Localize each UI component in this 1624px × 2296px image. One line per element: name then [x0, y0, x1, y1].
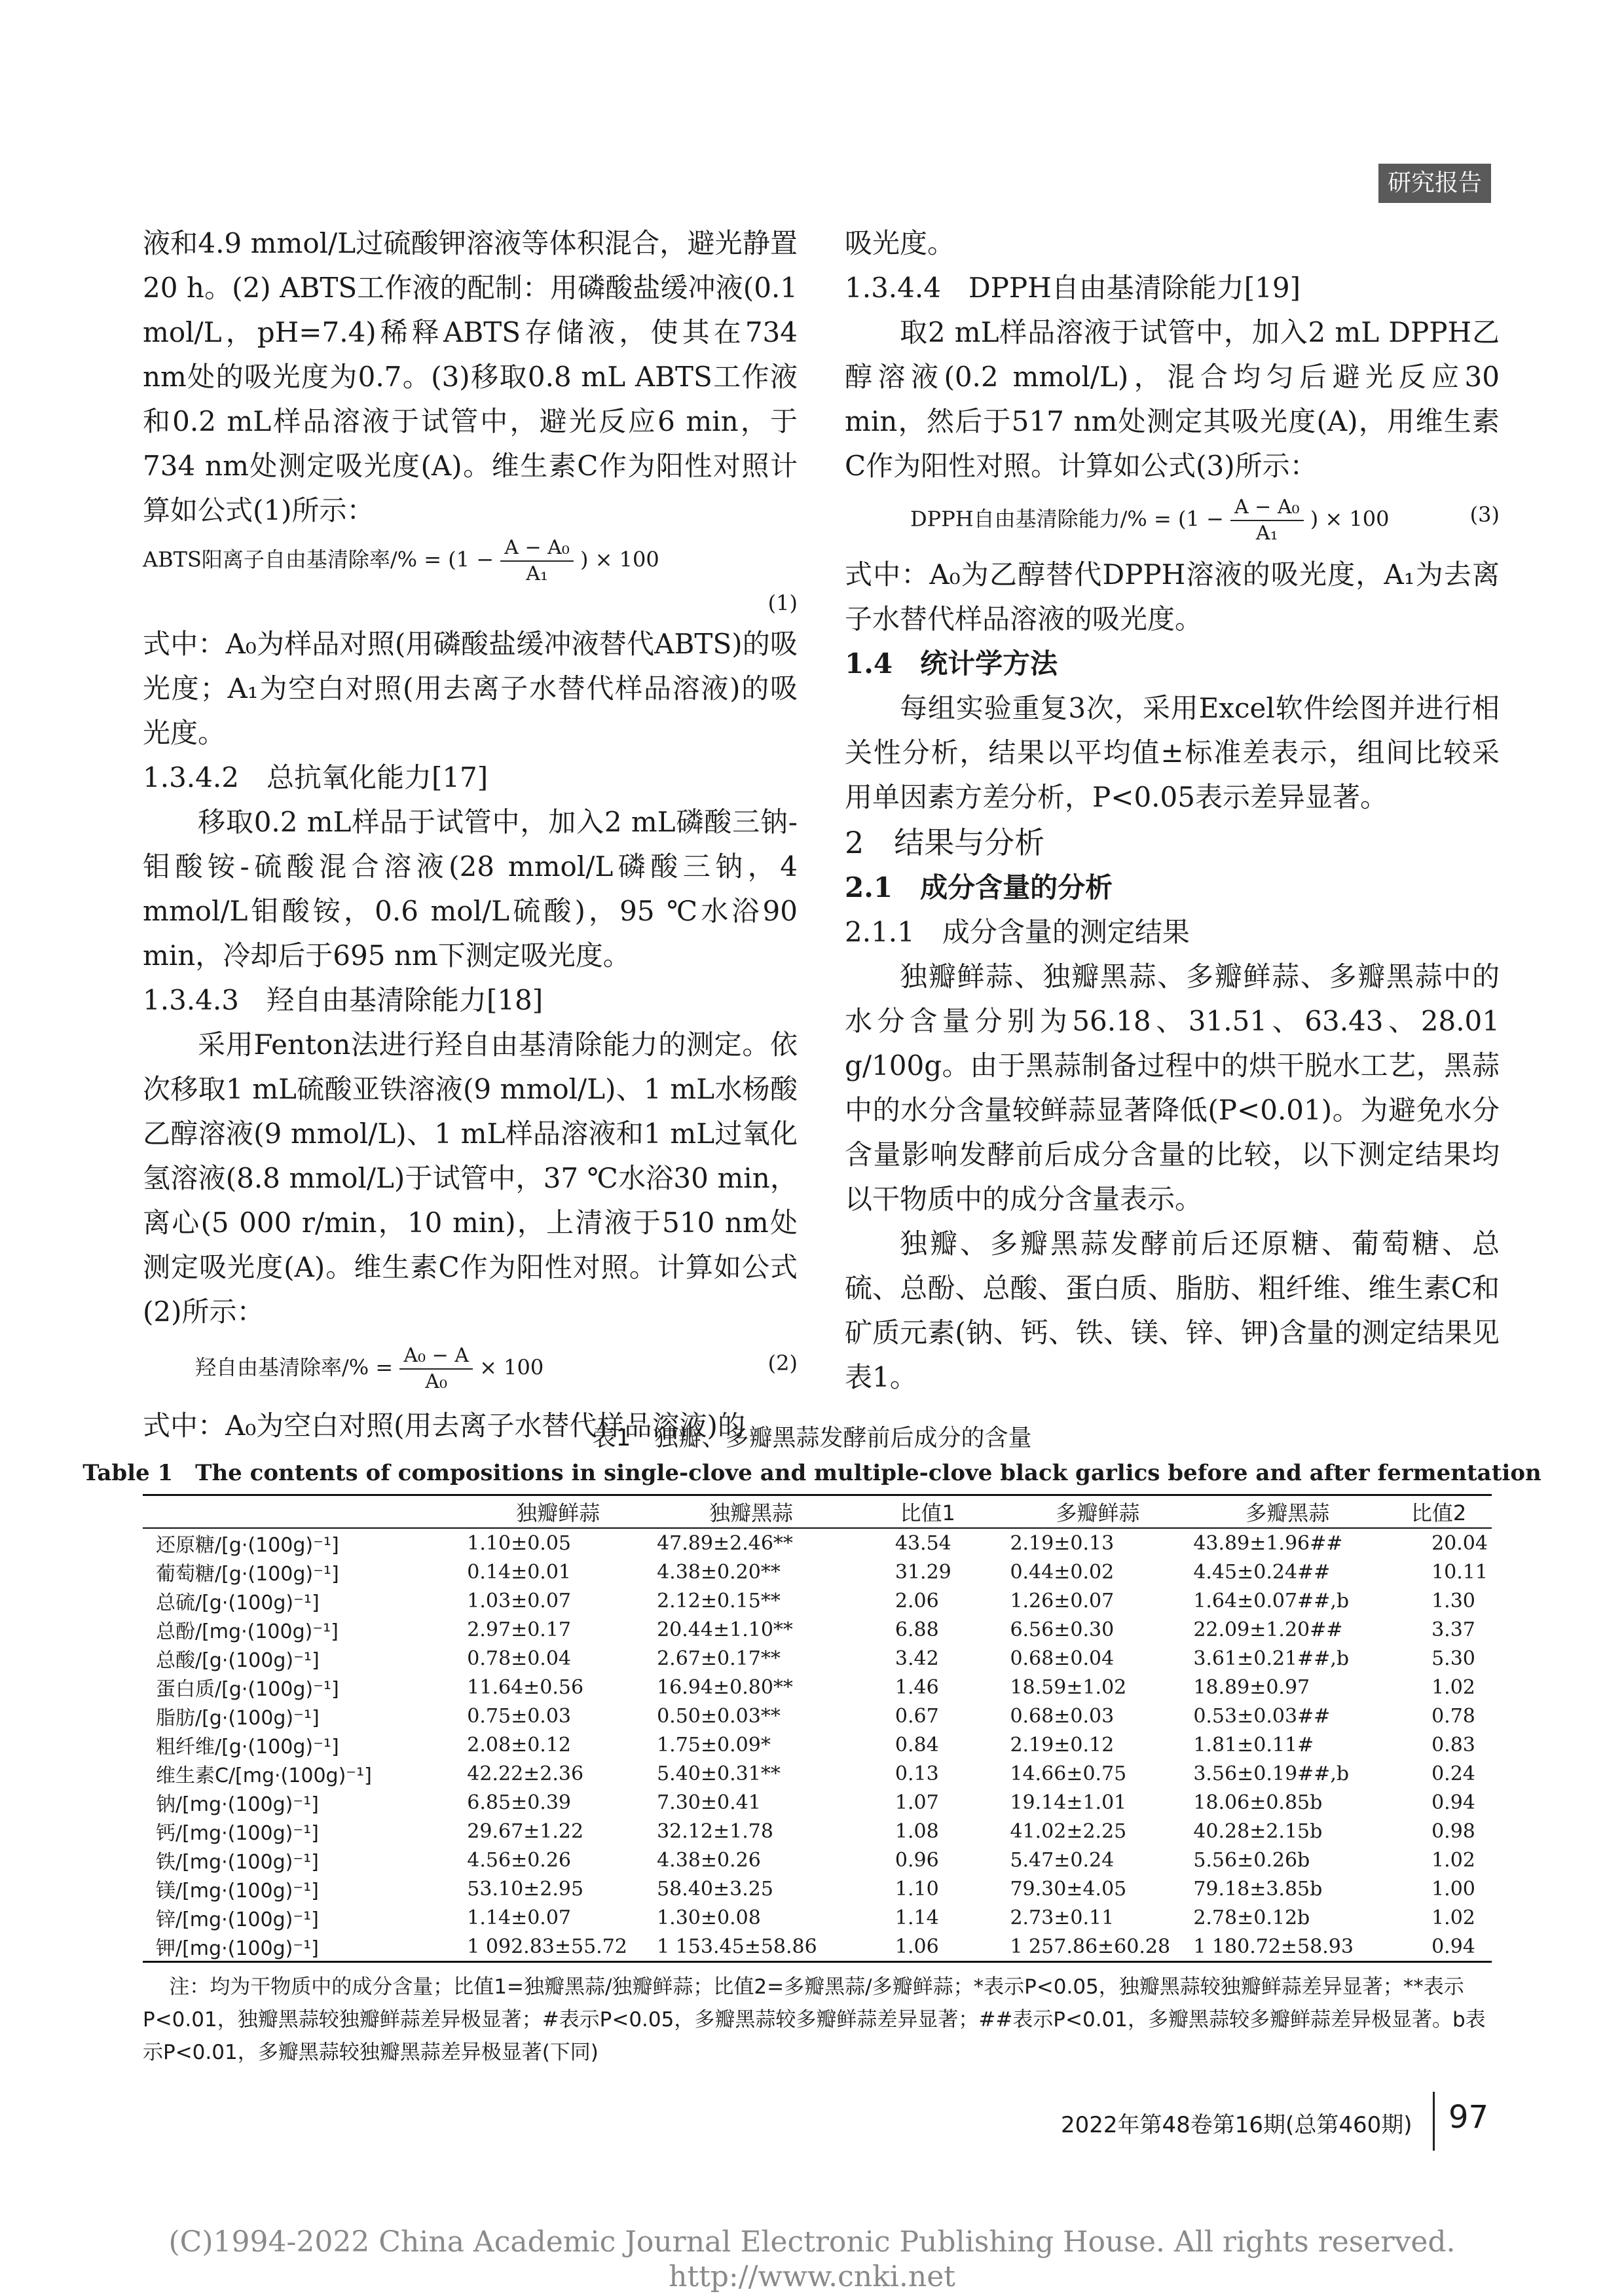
table-cell: 11.64±0.56: [467, 1675, 584, 1699]
table-cell: 2.12±0.15**: [657, 1589, 781, 1613]
table-row: [143, 1903, 1492, 1932]
table-cell: 18.06±0.85b: [1193, 1791, 1323, 1814]
table-row: [143, 1673, 1492, 1702]
table-cell: 4.38±0.26: [657, 1848, 761, 1872]
journal-issue: 2022年第48卷第16期(总第460期): [1061, 2112, 1412, 2138]
table-cell: 0.13: [895, 1762, 939, 1785]
table-cell: 43.89±1.96##: [1193, 1531, 1343, 1555]
table-cell: 0.53±0.03##: [1193, 1704, 1331, 1728]
table-row: [143, 1932, 1492, 1962]
subsection-heading: 2.1.1 成分含量的测定结果: [845, 916, 1190, 948]
table-cell: 5.47±0.24: [1010, 1848, 1115, 1872]
table-cell: 7.30±0.41: [657, 1791, 761, 1814]
table-cell: 14.66±0.75: [1010, 1762, 1127, 1785]
table-cell: 0.68±0.03: [1010, 1704, 1115, 1728]
row-label: 钙/[mg·(100g)⁻¹]: [156, 1822, 319, 1845]
table-cell: 1.64±0.07##,b: [1193, 1589, 1350, 1613]
row-label: 脂肪/[g·(100g)⁻¹]: [156, 1707, 320, 1730]
equation-number: (2): [767, 1351, 798, 1376]
table-cell: 20.04: [1431, 1531, 1488, 1555]
table-cell: 3.56±0.19##,b: [1193, 1762, 1350, 1785]
equation-number: (3): [1469, 502, 1500, 527]
table-cell: 1.02: [1431, 1675, 1475, 1699]
table-cell: 32.12±1.78: [657, 1819, 773, 1843]
row-label: 锌/[mg·(100g)⁻¹]: [156, 1908, 319, 1931]
table-cell: 22.09±1.20##: [1193, 1618, 1343, 1641]
column-header: 比值1: [900, 1501, 955, 1525]
table-cell: 1.46: [895, 1675, 939, 1699]
table-cell: 1.14±0.07: [467, 1906, 572, 1929]
page-number: 97: [1449, 2099, 1489, 2136]
table-row: [143, 1759, 1492, 1788]
column-header: [143, 1495, 463, 1529]
table-cell: 1.30: [1431, 1589, 1475, 1613]
table-cell: 2.67±0.17**: [657, 1647, 781, 1670]
table-cell: 2.73±0.11: [1010, 1906, 1115, 1929]
left-column: [143, 221, 798, 1448]
table-cell: 0.94: [1431, 1935, 1475, 1958]
row-label: 钾/[mg·(100g)⁻¹]: [156, 1937, 319, 1960]
table-cell: 1.14: [895, 1906, 939, 1929]
table-cell: 4.56±0.26: [467, 1848, 572, 1872]
column-header: 多瓣黑蒜: [1246, 1501, 1330, 1525]
table-cell: 1.30±0.08: [657, 1906, 761, 1929]
row-label: 钠/[mg·(100g)⁻¹]: [156, 1793, 319, 1816]
table-cell: 3.37: [1431, 1618, 1475, 1641]
table-cell: 2.97±0.17: [467, 1618, 572, 1641]
table-cell: 5.30: [1431, 1647, 1475, 1670]
table-cell: 6.85±0.39: [467, 1791, 572, 1814]
table-cell: 4.38±0.20**: [657, 1560, 781, 1584]
table-cell: 0.84: [895, 1733, 939, 1757]
table-row: [143, 1528, 1492, 1558]
table-cell: 3.61±0.21##,b: [1193, 1647, 1350, 1670]
table-cell: 5.56±0.26b: [1193, 1848, 1310, 1872]
table-cell: 1 153.45±58.86: [657, 1935, 817, 1958]
formula-3: DPPH自由基清除能力/% = (1 − $\frac{\text{A − A₀}}{\text{A₁}}$ ) × 100 (3): [910, 496, 1500, 545]
formula-2: 羟自由基清除率/% = $\frac{\text{A₀ − A}}{\text{A₀}}$ × 100 (2): [195, 1344, 798, 1393]
table-cell: 1.81±0.11#: [1193, 1733, 1314, 1757]
row-label: 维生素C/[mg·(100g)⁻¹]: [156, 1764, 372, 1787]
table-header-row: [143, 1495, 1492, 1529]
table-cell: 2.19±0.12: [1010, 1733, 1115, 1757]
table-cell: 1.07: [895, 1791, 939, 1814]
row-label: 镁/[mg·(100g)⁻¹]: [156, 1880, 319, 1903]
table-row: [143, 1615, 1492, 1644]
table-cell: 5.40±0.31**: [657, 1762, 781, 1785]
table-cell: 42.22±2.36: [467, 1762, 584, 1785]
table-cell: 3.42: [895, 1647, 939, 1670]
table-cell: 6.56±0.30: [1010, 1618, 1115, 1641]
table-cell: 0.14±0.01: [467, 1560, 572, 1584]
paragraph: 式中：A₀为空白对照(用去离子水替代样品溶液)的: [143, 1410, 745, 1442]
section-heading: 2.1 成分含量的分析: [845, 871, 1113, 903]
table-caption-en: Table 1 The contents of compositions in single-clove and multiple-clove black garlics before and after fermentation: [83, 1460, 1541, 1486]
paragraph: 移取0.2 mL样品于试管中，加入2 mL磷酸三钠-钼酸铵-硫酸混合溶液(28 mmol/L磷酸三钠，4 mmol/L钼酸铵，0.6 mol/L硫酸)，95 ℃水浴90 min，冷却后于695 nm下测定吸光度。: [143, 806, 798, 972]
subsection-heading: 1.3.4.2 总抗氧化能力[17]: [143, 761, 489, 793]
paragraph: 式中：A₀为乙醇替代DPPH溶液的吸光度，A₁为去离子水替代样品溶液的吸光度。: [845, 558, 1500, 635]
table-cell: 1 180.72±58.93: [1193, 1935, 1354, 1958]
right-column: [845, 221, 1500, 1400]
table-cell: 19.14±1.01: [1010, 1791, 1127, 1814]
table-cell: 1.75±0.09*: [657, 1733, 771, 1757]
table-cell: 1.02: [1431, 1848, 1475, 1872]
composition-table: [143, 1494, 1492, 1963]
table-cell: 20.44±1.10**: [657, 1618, 793, 1641]
table-row: [143, 1586, 1492, 1615]
table-cell: 0.98: [1431, 1819, 1475, 1843]
table-cell: 1.26±0.07: [1010, 1589, 1115, 1613]
row-label: 蛋白质/[g·(100g)⁻¹]: [156, 1678, 339, 1701]
row-label: 铁/[mg·(100g)⁻¹]: [156, 1851, 319, 1874]
table-cell: 4.45±0.24##: [1193, 1560, 1331, 1584]
table-cell: 16.94±0.80**: [657, 1675, 793, 1699]
section-heading: 1.4 统计学方法: [845, 647, 1058, 680]
table-cell: 0.24: [1431, 1762, 1475, 1785]
formula-1: ABTS阳离子自由基清除率/% = (1 − $\frac{\text{A − A₀}}{\text{A₁}}$ ) × 100 (1): [143, 536, 798, 619]
column-header: 比值2: [1411, 1501, 1467, 1525]
paragraph: 独瓣鲜蒜、独瓣黑蒜、多瓣鲜蒜、多瓣黑蒜中的水分含量分别为56.18、31.51、63.43、28.01 g/100g。由于黑蒜制备过程中的烘干脱水工艺，黑蒜中的水分含量较鲜蒜显著降低(P<0.01)。为避免水分含量影响发酵前后成分含量的比较，以下测定结果均以干物质中的成分含量表示。: [845, 960, 1500, 1215]
footer-divider: [1433, 2092, 1435, 2151]
table-cell: 40.28±2.15b: [1193, 1819, 1323, 1843]
table-row: [143, 1644, 1492, 1673]
table-cell: 0.78: [1431, 1704, 1475, 1728]
paragraph: 吸光度。: [845, 227, 955, 259]
table-cell: 58.40±3.25: [657, 1877, 773, 1901]
table-row: [143, 1817, 1492, 1846]
table-cell: 2.06: [895, 1589, 939, 1613]
table-cell: 79.30±4.05: [1010, 1877, 1127, 1901]
table-cell: 47.89±2.46**: [657, 1531, 793, 1555]
table-cell: 2.78±0.12b: [1193, 1906, 1310, 1929]
table-cell: 53.10±2.95: [467, 1877, 584, 1901]
table-cell: 1.10: [895, 1877, 939, 1901]
row-label: 总酸/[g·(100g)⁻¹]: [156, 1649, 320, 1672]
table-row: [143, 1558, 1492, 1586]
paragraph: 采用Fenton法进行羟自由基清除能力的测定。依次移取1 mL硫酸亚铁溶液(9 mmol/L)、1 mL水杨酸乙醇溶液(9 mmol/L)、1 mL样品溶液和1 mL过氧化氢溶液(8.8 mmol/L)于试管中，37 ℃水浴30 min，离心(5 000 r/min，10 min)，上清液于510 nm处测定吸光度(A)。维生素C作为阳性对照。计算如公式(2)所示：: [143, 1029, 798, 1328]
table-cell: 0.67: [895, 1704, 939, 1728]
table-cell: 1.06: [895, 1935, 939, 1958]
table-cell: 31.29: [895, 1560, 951, 1584]
table-cell: 0.44±0.02: [1010, 1560, 1115, 1584]
paragraph: 液和4.9 mmol/L过硫酸钾溶液等体积混合，避光静置20 h。(2) ABTS工作液的配制：用磷酸盐缓冲液(0.1 mol/L，pH=7.4)稀释ABTS存储液，使其在734 nm处的吸光度为0.7。(3)移取0.8 mL ABTS工作液和0.2 mL样品溶液于试管中，避光反应6 min，于734 nm处测定吸光度(A)。维生素C作为阳性对照计算如公式(1)所示：: [143, 227, 798, 526]
table-cell: 0.50±0.03**: [657, 1704, 781, 1728]
table-cell: 1.10±0.05: [467, 1531, 572, 1555]
row-label: 葡萄糖/[g·(100g)⁻¹]: [156, 1563, 339, 1586]
table-cell: 29.67±1.22: [467, 1819, 584, 1843]
paragraph: 取2 mL样品溶液于试管中，加入2 mL DPPH乙醇溶液(0.2 mmol/L)，混合均匀后避光反应30 min，然后于517 nm处测定其吸光度(A)，用维生素C作为阳性对照。计算如公式(3)所示：: [845, 316, 1500, 482]
table-cell: 41.02±2.25: [1010, 1819, 1127, 1843]
copyright-line: (C)1994-2022 China Academic Journal Electronic Publishing House. All rights reserved. http://www.cnki.net: [168, 2225, 1485, 2293]
table-note: 注：均为干物质中的成分含量；比值1=独瓣黑蒜/独瓣鲜蒜；比值2=多瓣黑蒜/多瓣鲜蒜；*表示P<0.05，独瓣黑蒜较独瓣鲜蒜差异显著；**表示P<0.01，独瓣黑蒜较独瓣鲜蒜差异极显著；#表示P<0.05，多瓣黑蒜较多瓣鲜蒜差异显著；##表示P<0.01，多瓣黑蒜较多瓣鲜蒜差异极显著。b表示P<0.01，多瓣黑蒜较独瓣黑蒜差异极显著(下同): [143, 1975, 1486, 2064]
table-cell: 2.19±0.13: [1010, 1531, 1115, 1555]
table-caption-cn: 表1 独瓣、多瓣黑蒜发酵前后成分的含量: [592, 1425, 1032, 1451]
subsection-heading: 1.3.4.3 羟自由基清除能力[18]: [143, 984, 544, 1016]
table-cell: 43.54: [895, 1531, 951, 1555]
table-cell: 79.18±3.85b: [1193, 1877, 1323, 1901]
table-cell: 0.83: [1431, 1733, 1475, 1757]
table-cell: 0.75±0.03: [467, 1704, 572, 1728]
row-label: 粗纤维/[g·(100g)⁻¹]: [156, 1736, 339, 1758]
table-cell: 1 257.86±60.28: [1010, 1935, 1171, 1958]
table-cell: 1.03±0.07: [467, 1589, 572, 1613]
table-cell: 18.89±0.97: [1193, 1675, 1310, 1699]
column-header: 多瓣鲜蒜: [1056, 1501, 1140, 1525]
paragraph: 独瓣、多瓣黑蒜发酵前后还原糖、葡萄糖、总硫、总酚、总酸、蛋白质、脂肪、粗纤维、维生素C和矿质元素(钠、钙、铁、镁、锌、钾)含量的测定结果见表1。: [845, 1228, 1500, 1393]
row-label: 总硫/[g·(100g)⁻¹]: [156, 1592, 320, 1614]
table-cell: 10.11: [1431, 1560, 1488, 1584]
column-header: 独瓣黑蒜: [709, 1501, 793, 1525]
chapter-heading: 2 结果与分析: [845, 825, 1045, 860]
table-row: [143, 1874, 1492, 1903]
table-cell: 2.08±0.12: [467, 1733, 572, 1757]
equation-number: (1): [767, 591, 798, 615]
table-cell: 0.68±0.04: [1010, 1647, 1115, 1670]
table-row: [143, 1788, 1492, 1817]
section-badge: 研究报告: [1378, 164, 1491, 203]
row-label: 还原糖/[g·(100g)⁻¹]: [156, 1534, 339, 1557]
table-row: [143, 1702, 1492, 1730]
row-label: 总酚/[mg·(100g)⁻¹]: [156, 1620, 339, 1643]
table-row: [143, 1730, 1492, 1759]
paragraph: 每组实验重复3次，采用Excel软件绘图并进行相关性分析，结果以平均值±标准差表示，组间比较采用单因素方差分析，P<0.05表示差异显著。: [845, 692, 1500, 813]
table-cell: 1.02: [1431, 1906, 1475, 1929]
column-header: 独瓣鲜蒜: [516, 1501, 600, 1525]
table-cell: 1 092.83±55.72: [467, 1935, 627, 1958]
subsection-heading: 1.3.4.4 DPPH自由基清除能力[19]: [845, 272, 1301, 304]
table-cell: 6.88: [895, 1618, 939, 1641]
table-cell: 0.78±0.04: [467, 1647, 572, 1670]
table-cell: 1.08: [895, 1819, 939, 1843]
table-row: [143, 1846, 1492, 1874]
table-cell: 0.96: [895, 1848, 939, 1872]
table-cell: 1.00: [1431, 1877, 1475, 1901]
paragraph: 式中：A₀为样品对照(用磷酸盐缓冲液替代ABTS)的吸光度；A₁为空白对照(用去离子水替代样品溶液)的吸光度。: [143, 628, 798, 749]
table-cell: 0.94: [1431, 1791, 1475, 1814]
table-cell: 18.59±1.02: [1010, 1675, 1127, 1699]
